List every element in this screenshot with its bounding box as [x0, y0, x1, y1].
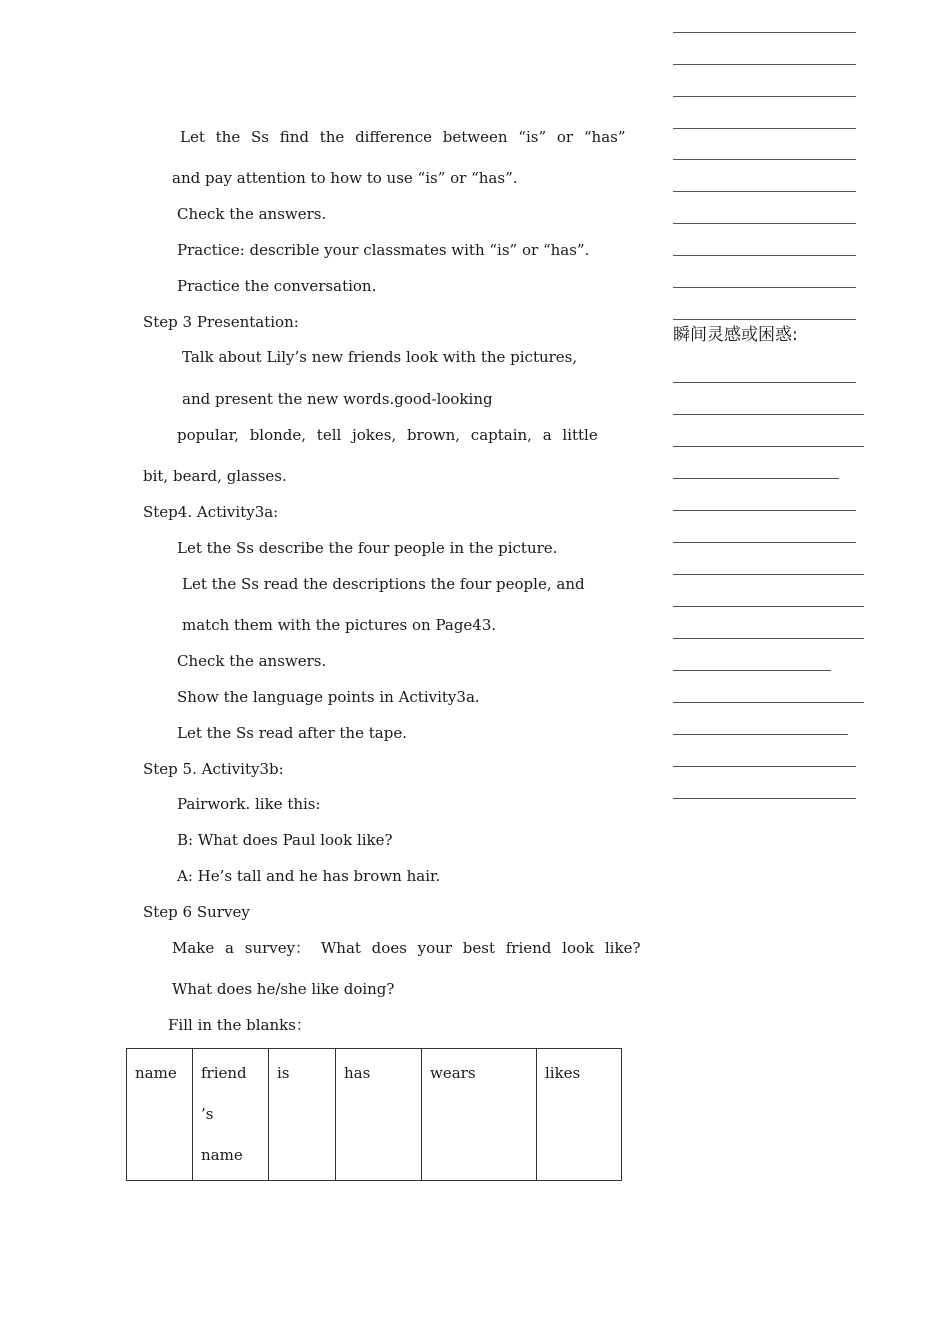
- note-line: [673, 255, 856, 256]
- text-line: Practice the conversation.: [177, 277, 377, 295]
- header-likes: likes: [545, 1064, 581, 1082]
- survey-table: [126, 1048, 622, 1181]
- text-line: Pairwork. like this:: [177, 795, 321, 813]
- table-header-cell: [336, 1049, 422, 1181]
- text-line: Check the answers.: [177, 652, 327, 670]
- note-line: [673, 319, 856, 320]
- header-friend-possessive: ’s: [201, 1105, 214, 1123]
- text-line: B: What does Paul look like?: [177, 831, 393, 849]
- table-header-cell: [127, 1049, 193, 1181]
- table-header-cell: [269, 1049, 336, 1181]
- note-line: [673, 414, 864, 415]
- note-line: [673, 606, 864, 607]
- note-line: [673, 542, 856, 543]
- table-header-cell: [422, 1049, 537, 1181]
- header-name: name: [135, 1064, 177, 1082]
- note-line: [673, 446, 864, 447]
- note-line: [673, 574, 864, 575]
- text-line: popular, blonde, tell jokes, brown, captain, a little: [177, 426, 598, 444]
- text-line: What does he/she like doing?: [172, 980, 395, 998]
- text-line: match them with the pictures on Page43.: [182, 616, 497, 634]
- note-line: [673, 766, 856, 767]
- header-wears: wears: [430, 1064, 476, 1082]
- header-has: has: [344, 1064, 371, 1082]
- note-line: [673, 191, 856, 192]
- text-line: and pay attention to how to use “is” or “has”.: [172, 169, 518, 187]
- text-line: Fill in the blanks：: [168, 1016, 311, 1034]
- text-line: Let the Ss read the descriptions the four people, and: [182, 575, 585, 593]
- note-line: [673, 702, 864, 703]
- text-line: Practice: describle your classmates with “is” or “has”.: [177, 241, 590, 259]
- text-line: Let the Ss read after the tape.: [177, 724, 407, 742]
- text-line: and present the new words.good-looking: [182, 390, 493, 408]
- note-line: [673, 510, 856, 511]
- table-header-cell: [193, 1049, 269, 1181]
- note-line: [673, 223, 856, 224]
- step-heading: Step 5. Activity3b:: [143, 760, 284, 778]
- header-friend-name: name: [201, 1146, 243, 1164]
- note-line: [673, 96, 856, 97]
- text-line: Talk about Lily’s new friends look with the pictures,: [182, 348, 578, 366]
- note-line: [673, 670, 831, 671]
- note-line: [673, 734, 848, 735]
- note-line: [673, 478, 839, 479]
- margin-heading: 瞬间灵感或困惑:: [673, 325, 798, 345]
- text-line: Let the Ss find the difference between “is” or “has”: [180, 128, 626, 146]
- note-line: [673, 287, 856, 288]
- text-line: A: He’s tall and he has brown hair.: [177, 867, 441, 885]
- step-heading: Step4. Activity3a:: [143, 503, 279, 521]
- step-heading: Step 3 Presentation:: [143, 313, 299, 331]
- header-is: is: [277, 1064, 290, 1082]
- header-friend: friend: [201, 1064, 247, 1082]
- note-line: [673, 64, 856, 65]
- note-line: [673, 638, 864, 639]
- text-line: bit, beard, glasses.: [143, 467, 287, 485]
- text-line: Show the language points in Activity3a.: [177, 688, 480, 706]
- step-heading: Step 6 Survey: [143, 903, 250, 921]
- note-line: [673, 128, 856, 129]
- text-line: Make a survey： What does your best friend look like?: [172, 939, 641, 957]
- note-line: [673, 32, 856, 33]
- note-line: [673, 798, 856, 799]
- text-line: Let the Ss describe the four people in the picture.: [177, 539, 558, 557]
- text-line: Check the answers.: [177, 205, 327, 223]
- table-header-cell: [537, 1049, 622, 1181]
- note-line: [673, 159, 856, 160]
- note-line: [673, 382, 856, 383]
